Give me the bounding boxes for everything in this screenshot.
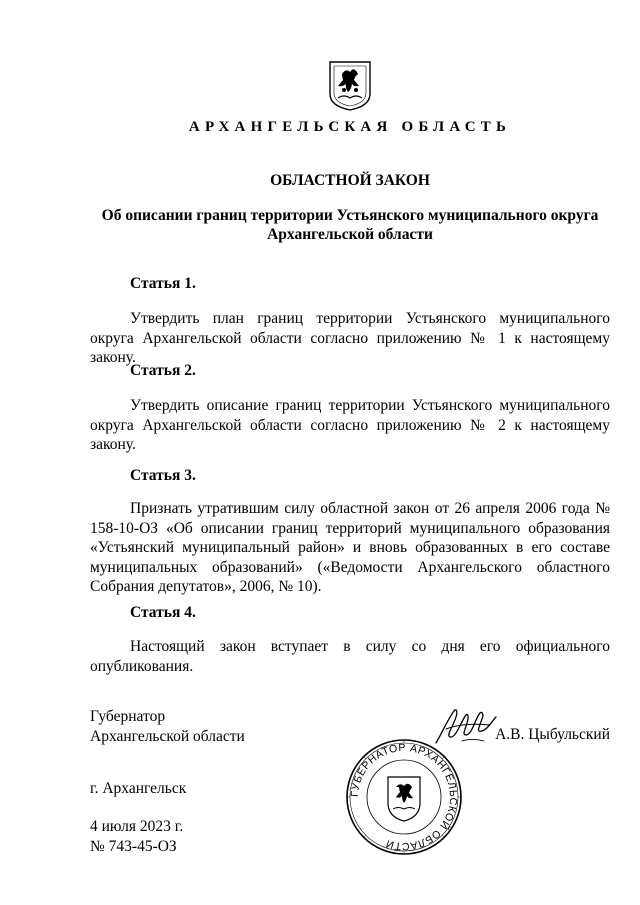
- signatory-position: [90, 707, 245, 746]
- article-4-heading: Статья 4.: [130, 604, 196, 621]
- official-seal-icon: [344, 737, 464, 857]
- law-type: ОБЛАСТНОЙ ЗАКОН: [270, 172, 430, 189]
- law-number: № 743-45-ОЗ: [90, 837, 177, 855]
- position-line: Губернатор: [90, 708, 166, 725]
- article-2-text: Утвердить описание границ территории Устьянского муниципального округа Архангельской области согласно приложению № 2 к настоящему закону.: [90, 397, 610, 453]
- region-name: АРХАНГЕЛЬСКАЯ ОБЛАСТЬ: [188, 119, 512, 135]
- law-title: [60, 206, 640, 244]
- handwritten-signature-icon: [432, 705, 500, 747]
- article-4-text: Настоящий закон вступает в силу со дня его официального опубликования.: [90, 638, 610, 675]
- law-title-line: Об описании границ территории Устьянского муниципального округа: [101, 207, 599, 224]
- article-3-heading: Статья 3.: [130, 467, 196, 484]
- position-line: Архангельской области: [90, 727, 245, 745]
- law-date: 4 июля 2023 г.: [90, 818, 184, 835]
- law-title-line: Архангельской области: [267, 226, 433, 243]
- article-1-heading: Статья 1.: [130, 275, 196, 292]
- article-1-text: Утвердить план границ территории Устьянского муниципального округа Архангельской области согласно приложению № 1 к настоящему закону.: [90, 310, 610, 366]
- coat-of-arms-icon: [328, 60, 372, 112]
- city: г. Архангельск: [90, 780, 187, 797]
- signatory-name: А.В. Цыбульский: [495, 726, 610, 743]
- date-block: [90, 817, 183, 856]
- article-2-heading: Статья 2.: [130, 362, 196, 379]
- article-3-text: Признать утратившим силу областной закон от 26 апреля 2006 года № 158-10-ОЗ «Об описании границ территорий муниципального образования «Устьянский муниципальный район» и вновь образованных в его составе муниципальных образований» («Ведомости Архангельского областного Собрания депутатов», 2006, № 10).: [90, 500, 610, 595]
- seal-text: ГУБЕРНАТОР АРХАНГЕЛЬСКОЙ ОБЛАСТИ: [348, 741, 460, 853]
